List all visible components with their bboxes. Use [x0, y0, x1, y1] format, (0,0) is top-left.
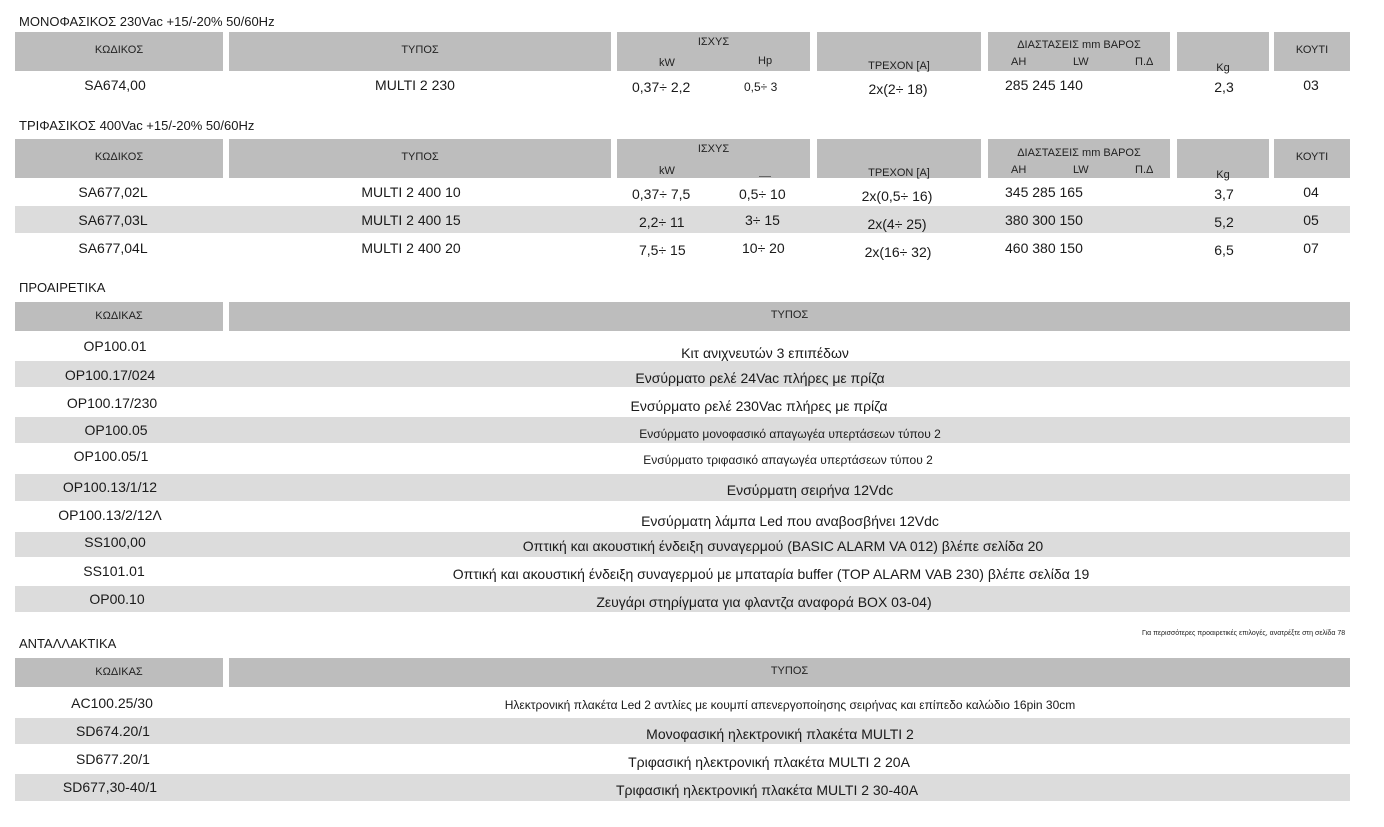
option-code: SS100,00 — [84, 534, 146, 550]
option-type: Κιτ ανιχνευτών 3 επιπέδων — [681, 345, 849, 361]
row-kg: 2,3 — [1214, 79, 1234, 95]
row-code: SA677,03L — [78, 212, 148, 228]
row-type: MULTI 2 400 20 — [361, 240, 461, 256]
spare-type: Τριφασική ηλεκτρονική πλακέτα MULTI 2 20A — [628, 754, 910, 770]
row-current: 2x(2÷ 18) — [868, 81, 928, 97]
row-code: SA677,04L — [78, 240, 148, 256]
three-phase-title: ΤΡΙΦΑΣΙΚΟΣ 400Vac +15/-20% 50/60Hz — [19, 118, 255, 133]
header-type: ΤΥΠΟΣ — [229, 658, 1350, 687]
spare-type: Μονοφασική ηλεκτρονική πλακέτα MULTI 2 — [646, 726, 914, 742]
row-kw: 2,2÷ 11 — [639, 214, 685, 230]
header-current: ΤΡΕΧΟΝ [A] — [817, 139, 981, 178]
spare-type: Τριφασική ηλεκτρονική πλακέτα MULTI 2 30-40A — [615, 782, 919, 798]
row-kw: 7,5÷ 15 — [639, 242, 686, 258]
option-type: Ενσύρματο ρελέ 230Vac πλήρες με πρίζα — [630, 398, 888, 414]
header-type: ΤΥΠΟΣ — [229, 139, 611, 178]
header-box: ΚΟΥΤΙ — [1274, 139, 1350, 178]
row-hp: 0,5÷ 3 — [744, 80, 778, 94]
optional-note: Για περισσότερες προαιρετικές επιλογές, ανατρέξτε στη σελίδα 78 — [1142, 630, 1346, 637]
row-current: 2x(4÷ 25) — [867, 216, 927, 232]
row-kg: 5,2 — [1214, 214, 1234, 230]
row-dims: 345 285 165 — [1005, 184, 1083, 200]
header-dimensions: ΔΙΑΣΤΑΣΕΙΣ mm ΒΑΡΟΣ AH LW Π.Δ — [988, 139, 1170, 178]
row-hp: 10÷ 20 — [742, 240, 785, 256]
option-code: OP100.13/2/12Λ — [58, 507, 162, 523]
option-code: OP100.17/230 — [66, 395, 158, 411]
option-type: Ενσύρματη λάμπα Led που αναβοσβήνει 12Vdc — [641, 513, 939, 529]
row-band — [15, 474, 1350, 501]
row-type: MULTI 2 400 10 — [361, 184, 461, 200]
row-box: 05 — [1303, 212, 1319, 228]
option-code: OP100.05/1 — [73, 448, 149, 464]
row-code: SA674,00 — [84, 77, 146, 93]
option-code: OP100.01 — [83, 338, 147, 354]
row-hp: 3÷ 15 — [745, 212, 780, 228]
header-code: ΚΩΔΙΚΟΣ — [15, 139, 223, 178]
row-box: 07 — [1303, 240, 1319, 256]
spare-code: SD677,30-40/1 — [62, 779, 158, 795]
header-current: ΤΡΕΧΟΝ [A] — [817, 32, 981, 71]
row-current: 2x(16÷ 32) — [864, 244, 932, 260]
header-code: ΚΩΔΙΚΟΣ — [15, 32, 223, 71]
header-dimensions: ΔΙΑΣΤΑΣΕΙΣ mm ΒΑΡΟΣ AH LW Π.Δ — [988, 32, 1170, 71]
option-type: Ενσύρματο ρελέ 24Vac πλήρες με πρίζα — [635, 370, 885, 386]
option-code: OP00.10 — [89, 591, 145, 607]
single-phase-title: ΜΟΝΟΦΑΣΙΚΟΣ 230Vac +15/-20% 50/60Hz — [19, 14, 275, 29]
row-dims: 380 300 150 — [1005, 212, 1083, 228]
option-code: OP100.05 — [84, 422, 148, 438]
header-kg: Kg — [1177, 32, 1269, 71]
option-type: Οπτική και ακουστική ένδειξη συναγερμού με μπαταρία buffer (TOP ALARM VAB 230) βλέπε σελίδα 19 — [452, 566, 1090, 582]
optional-title: ΠΡΟΑΙΡΕΤΙΚΑ — [19, 280, 106, 295]
row-type: MULTI 2 230 — [375, 77, 455, 93]
row-dims: 460 380 150 — [1005, 240, 1083, 256]
hp-marker — [759, 176, 771, 177]
option-type: Ενσύρματο τριφασικό απαγωγέα υπερτάσεων τύπου 2 — [643, 453, 933, 467]
row-hp: 0,5÷ 10 — [739, 186, 786, 202]
row-dims: 285 245 140 — [1005, 77, 1083, 93]
header-type: ΤΥΠΟΣ — [229, 32, 611, 71]
row-kg: 3,7 — [1214, 186, 1234, 202]
option-code: OP100.17/024 — [64, 367, 156, 383]
row-box: 04 — [1303, 184, 1319, 200]
header-code: ΚΩΔΙΚΑΣ — [15, 658, 223, 687]
header-power: ΙΣΧΥΣ kW — [617, 139, 810, 178]
option-type: Οπτική και ακουστική ένδειξη συναγερμού (BASIC ALARM VA 012) βλέπε σελίδα 20 — [522, 538, 1044, 554]
option-code: SS101.01 — [83, 563, 145, 579]
header-power: ΙΣΧΥΣ kW Hp — [617, 32, 810, 71]
header-code: ΚΩΔΙΚΑΣ — [15, 302, 223, 331]
option-type: Ενσύρματο μονοφασικό απαγωγέα υπερτάσεων τύπου 2 — [639, 427, 941, 441]
header-kg: Kg — [1177, 139, 1269, 178]
option-type: Ενσύρματη σειρήνα 12Vdc — [726, 482, 894, 498]
spare-code: SD674.20/1 — [76, 723, 150, 739]
option-code: OP100.13/1/12 — [62, 479, 158, 495]
spare-code: AC100.25/30 — [71, 695, 153, 711]
spares-title: ΑΝΤΑΛΛΑΚΤΙΚΑ — [19, 636, 117, 651]
row-kg: 6,5 — [1214, 242, 1234, 258]
row-kw: 0,37÷ 7,5 — [632, 186, 691, 202]
row-current: 2x(0,5÷ 16) — [861, 188, 933, 204]
row-type: MULTI 2 400 15 — [361, 212, 461, 228]
row-kw: 0,37÷ 2,2 — [632, 79, 691, 95]
option-type: Ζευγάρι στηρίγματα για φλαντζα αναφορά BOX 03-04) — [596, 594, 932, 610]
header-box: ΚΟΥΤΙ — [1274, 32, 1350, 71]
row-code: SA677,02L — [78, 184, 148, 200]
row-box: 03 — [1303, 77, 1319, 93]
header-type: ΤΥΠΟΣ — [229, 302, 1350, 331]
spare-code: SD677.20/1 — [76, 751, 150, 767]
spare-type: Ηλεκτρονική πλακέτα Led 2 αντλίες με κουμπί απενεργοποίησης σειρήνας και επίπεδο καλώδιο 16pin 30cm — [504, 698, 1076, 712]
